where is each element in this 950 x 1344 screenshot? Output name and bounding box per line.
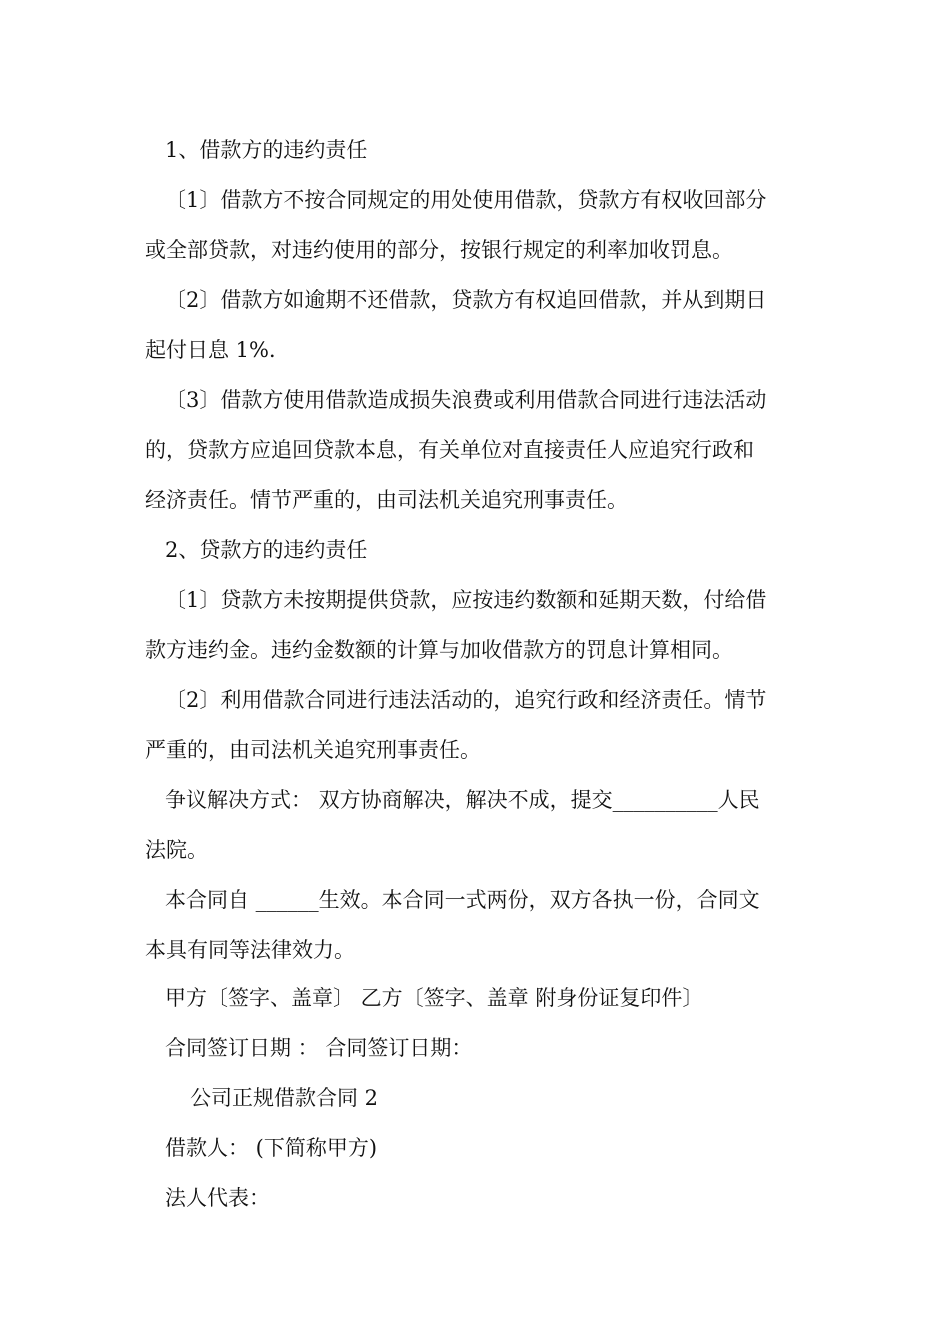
- signature-line: 甲方〔签字、盖章〕 乙方〔签字、盖章 附身份证复印件〕: [165, 986, 704, 1010]
- paragraph-line: 经济责任。情节严重的，由司法机关追究刑事责任。: [145, 488, 628, 512]
- paragraph-line: 或全部贷款，对违约使用的部分，按银行规定的利率加收罚息。: [145, 238, 733, 262]
- dispute-resolution-line: 争议解决方式： 双方协商解决，解决不成，提交__________人民: [165, 788, 760, 812]
- section-heading-borrower-liability: 1、借款方的违约责任: [165, 138, 368, 162]
- paragraph-line: 〔1〕借款方不按合同规定的用处使用借款，贷款方有权收回部分: [165, 188, 767, 212]
- borrower-line: 借款人： (下简称甲方): [165, 1136, 378, 1160]
- paragraph-line: 〔2〕借款方如逾期不还借款，贷款方有权追回借款，并从到期日: [165, 288, 767, 312]
- paragraph-line: 严重的，由司法机关追究刑事责任。: [145, 738, 481, 762]
- section-heading-lender-liability: 2、贷款方的违约责任: [165, 538, 368, 562]
- paragraph-line: 〔3〕借款方使用借款造成损失浪费或利用借款合同进行违法活动: [165, 388, 767, 412]
- paragraph-line: 起付日息 1%．: [145, 338, 290, 362]
- legal-representative-line: 法人代表：: [165, 1186, 270, 1210]
- paragraph-line: 法院。: [145, 838, 208, 862]
- paragraph-line: 的，贷款方应追回贷款本息，有关单位对直接责任人应追究行政和: [145, 438, 754, 462]
- paragraph-line: 〔2〕利用借款合同进行违法活动的，追究行政和经济责任。情节: [165, 688, 767, 712]
- paragraph-line: 〔1〕贷款方未按期提供贷款，应按违约数额和延期天数，付给借: [165, 588, 767, 612]
- paragraph-line: 本具有同等法律效力。: [145, 938, 355, 962]
- contract-title: 公司正规借款合同 2: [190, 1086, 379, 1110]
- effective-date-line: 本合同自 ______生效。本合同一式两份，双方各执一份，合同文: [165, 888, 760, 912]
- signing-date-line: 合同签订日期 ： 合同签订日期：: [165, 1036, 473, 1060]
- paragraph-line: 款方违约金。违约金数额的计算与加收借款方的罚息计算相同。: [145, 638, 733, 662]
